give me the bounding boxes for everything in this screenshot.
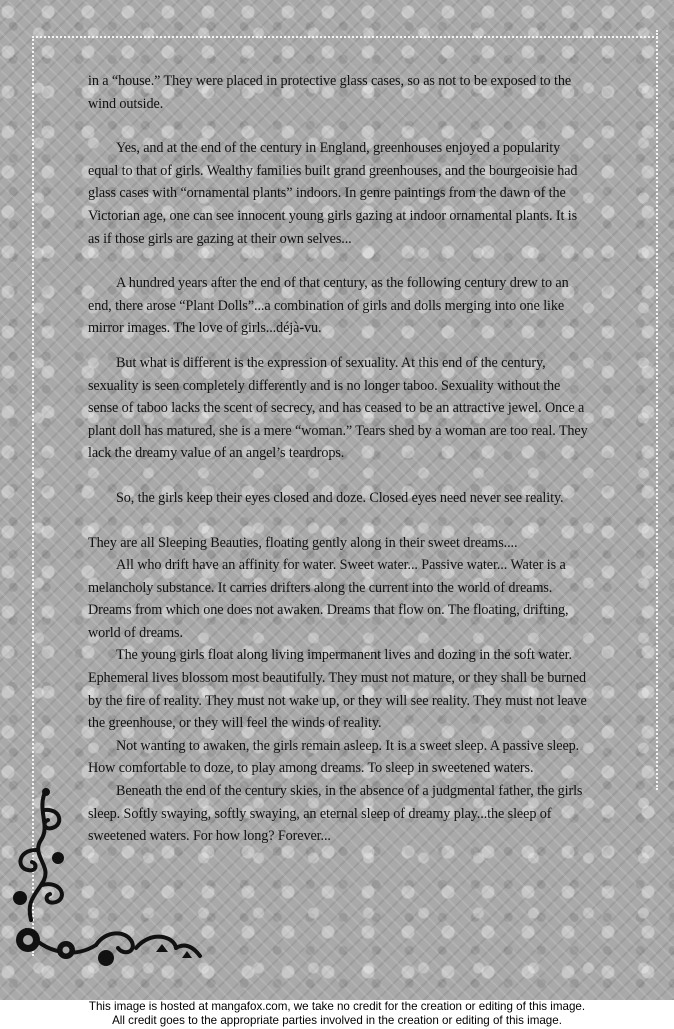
credit-line: All credit goes to the appropriate parties involved in the creation or editing of this image. [112,1014,562,1027]
floral-corner-ornament-icon [6,780,206,970]
dotted-border-right [656,30,658,790]
paragraph: A hundred years after the end of that century, as the following century drew to an end, there arose “Plant Dolls”...a combination of girls and dolls merging into one like mirror images. The love of girls...déjà-vu. [88,275,569,337]
credit-line: This image is hosted at mangafox.com, we take no credit for the creation or editing of this image. [88,1000,586,1013]
paragraph: So, the girls keep their eyes closed and doze. Closed eyes need never see reality. [116,489,564,506]
paragraph: But what is different is the expression of sexuality. At this end of the century, sexuality is seen completely differently and is no longer taboo. Sexuality without the sense of taboo lacks the scent of secrecy, and has ceased to be an attractive jewel. Once a plant doll has matured, she is a mere “woman.” Tears shed by a woman are too real. They lack the dreamy value of an angel’s teardrops. [88,354,588,462]
paragraph: The young girls float along living impermanent lives and dozing in the soft water. Ephemeral lives blossom most beautifully. They must not mature, or they shall be burned by the fire of reality. They must not wake up, or they will see reality. They must not leave the greenhouse, or they will feel the winds of reality. [88,647,587,732]
body-text [88,70,588,848]
hosting-credit [0,1000,674,1029]
paragraph: All who drift have an affinity for water. Sweet water... Passive water... Water is a melancholy substance. It carries drifters along the current into the world of dreams. Dreams from which one does not awaken. Dreams that flow on. The floating, drifting, world of dreams. [88,557,569,641]
paragraph: in a “house.” They were placed in protective glass cases, so as not to be exposed to the wind outside. [88,73,572,112]
paragraph: Yes, and at the end of the century in England, greenhouses enjoyed a popularity equal to that of girls. Wealthy families built grand greenhouses, and the bourgeoisie had glass cases with “ornamental plants” indoors. In genre paintings from the dawn of the Victorian age, one can see innocent young girls gazing at indoor ornamental plants. It is as if those girls are gazing at their own selves... [88,140,578,247]
paragraph: Beneath the end of the century skies, in the absence of a judgmental father, the girls sleep. Softly swaying, softly swaying, an eternal sleep of dreamy play...the sleep of sweetened waters. For how long? Forever... [88,783,583,845]
paragraph: They are all Sleeping Beauties, floating gently along in their sweet dreams.... [88,534,518,551]
paragraph: Not wanting to awaken, the girls remain asleep. It is a sweet sleep. A passive sleep. How comfortable to doze, to play among dreams. To sleep in sweetened waters. [88,737,580,777]
